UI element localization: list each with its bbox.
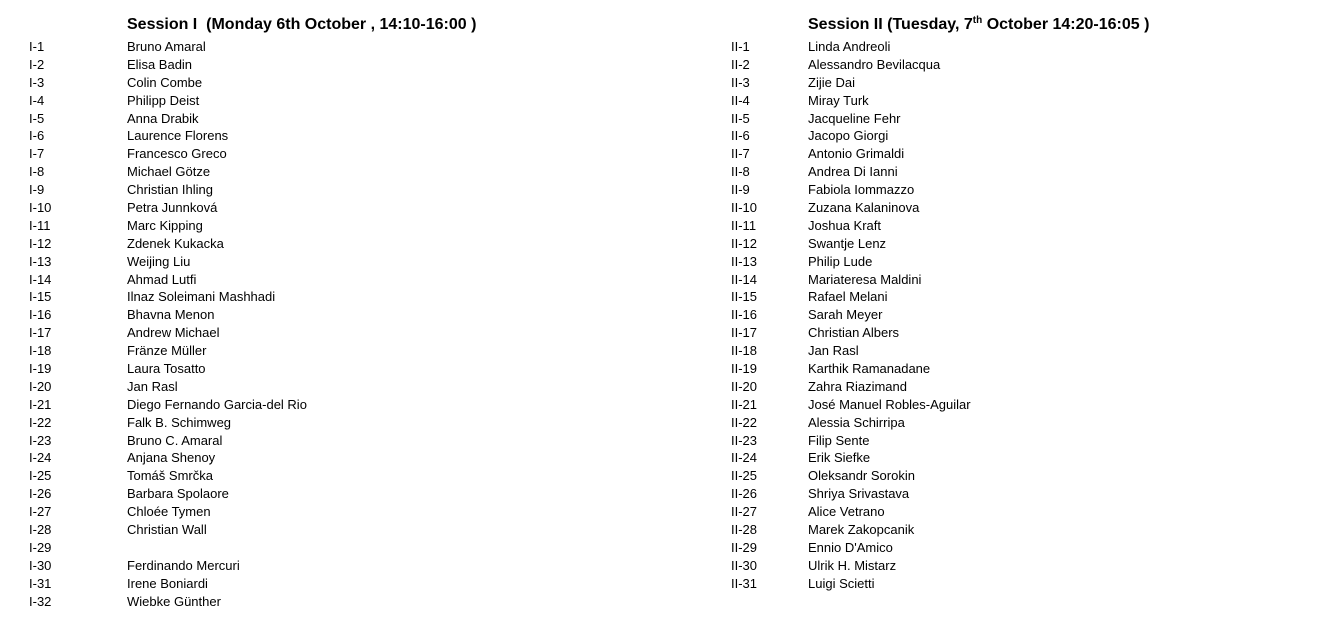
presenter-name: Jacopo Giorgi [808, 128, 889, 144]
poster-code: II-14 [731, 271, 758, 287]
poster-code: II-19 [731, 361, 758, 377]
list-item [29, 235, 679, 253]
presenter-name: Swantje Lenz [808, 235, 887, 251]
list-item [29, 288, 679, 306]
list-item [731, 181, 1291, 199]
presenter-name: Christian Albers [808, 325, 900, 341]
poster-code: I-21 [29, 396, 52, 412]
poster-code: II-25 [731, 468, 758, 484]
presenter-name: Jacqueline Fehr [808, 110, 901, 126]
presenter-name: Falk B. Schimweg [127, 414, 232, 430]
list-item [29, 324, 679, 342]
presenter-name: Rafael Melani [808, 289, 888, 305]
list-item [731, 539, 1291, 557]
session-1-title-text: Session I (Monday 6th October , 14:10-16:00 ) [127, 16, 477, 33]
presenter-name: Andrew Michael [127, 325, 220, 341]
session-2-title [808, 14, 1291, 36]
poster-code: I-14 [29, 271, 52, 287]
poster-code: II-7 [731, 146, 750, 162]
presenter-name: Francesco Greco [127, 146, 227, 162]
list-item [29, 432, 679, 450]
presenter-name: Michael Götze [127, 164, 211, 180]
poster-code: II-4 [731, 92, 750, 108]
presenter-name: Karthik Ramanadane [808, 361, 931, 377]
list-item [29, 414, 679, 432]
list-item [731, 575, 1291, 593]
list-item [29, 163, 679, 181]
session-2-title-ordinal: th [972, 15, 983, 26]
list-item [29, 449, 679, 467]
session-2-list [731, 38, 1291, 593]
poster-code: I-1 [29, 39, 45, 54]
list-item [29, 127, 679, 145]
poster-code: I-19 [29, 361, 52, 377]
presenter-name: Antonio Grimaldi [808, 146, 905, 162]
presenter-name: Ilnaz Soleimani Mashhadi [127, 289, 276, 305]
list-item [731, 432, 1291, 450]
poster-code: II-15 [731, 289, 758, 305]
poster-code: II-30 [731, 557, 758, 573]
presenter-name: Weijing Liu [127, 253, 191, 269]
session-2-title-suffix: October 14:20-16:05 ) [982, 16, 1150, 33]
presenter-name: Marek Zakopcanik [808, 522, 915, 538]
poster-code: II-26 [731, 486, 758, 502]
presenter-name: Ahmad Lutfi [127, 271, 197, 287]
presenter-name: José Manuel Robles-Aguilar [808, 396, 971, 412]
poster-code: II-20 [731, 378, 758, 394]
presenter-name: Marc Kipping [127, 217, 203, 233]
presenter-name: Ennio D'Amico [808, 539, 893, 555]
presenter-name: Laura Tosatto [127, 361, 206, 377]
poster-code: I-24 [29, 450, 52, 466]
list-item [731, 92, 1291, 110]
presenter-name: Sarah Meyer [808, 307, 883, 323]
list-item [731, 378, 1291, 396]
presenter-name: Philipp Deist [127, 92, 200, 108]
session-1-title [127, 14, 679, 36]
poster-code: II-16 [731, 307, 758, 323]
poster-code: II-13 [731, 253, 758, 269]
presenter-name: Tomáš Smrčka [127, 468, 213, 484]
presenter-name: Elisa Badin [127, 56, 193, 72]
list-item [731, 145, 1291, 163]
presenter-name: Zijie Dai [808, 74, 855, 90]
list-item [29, 56, 679, 74]
presenter-name: Andrea Di Ianni [808, 164, 898, 180]
presenter-name: Christian Ihling [127, 182, 213, 198]
presenter-name: Shriya Srivastava [808, 486, 910, 502]
list-item [29, 92, 679, 110]
presenter-name: Alessia Schirripa [808, 414, 905, 430]
poster-code: II-1 [731, 39, 750, 54]
list-item [29, 145, 679, 163]
presenter-name: Alice Vetrano [808, 504, 885, 520]
list-item [731, 360, 1291, 378]
poster-code: I-17 [29, 325, 52, 341]
poster-code: II-8 [731, 164, 750, 180]
list-item [29, 342, 679, 360]
poster-code: I-31 [29, 575, 52, 591]
list-item [731, 342, 1291, 360]
poster-code: I-18 [29, 343, 52, 359]
list-item [29, 521, 679, 539]
list-item [731, 56, 1291, 74]
poster-code: II-21 [731, 396, 758, 412]
list-item [29, 485, 679, 503]
list-item [731, 199, 1291, 217]
presenter-name: Bruno Amaral [127, 39, 206, 54]
session-1-column [29, 14, 679, 611]
session-2-column [731, 14, 1291, 593]
poster-code: I-10 [29, 200, 52, 216]
session-2-title-prefix: Session II (Tuesday, 7 [808, 16, 973, 33]
list-item [731, 253, 1291, 271]
poster-code: I-7 [29, 146, 45, 162]
list-item [731, 521, 1291, 539]
poster-code: II-3 [731, 74, 750, 90]
poster-code: I-6 [29, 128, 45, 144]
poster-code: I-8 [29, 164, 45, 180]
list-item [731, 235, 1291, 253]
presenter-name: Petra Junnková [127, 200, 218, 216]
presenter-name: Mariateresa Maldini [808, 271, 922, 287]
poster-code: II-6 [731, 128, 750, 144]
list-item [731, 449, 1291, 467]
poster-code: II-31 [731, 575, 758, 591]
list-item [29, 38, 679, 56]
presenter-name: Filip Sente [808, 432, 870, 448]
list-item [731, 503, 1291, 521]
list-item [29, 199, 679, 217]
list-item [731, 485, 1291, 503]
list-item [29, 593, 679, 611]
presenter-name: Oleksandr Sorokin [808, 468, 915, 484]
list-item [29, 271, 679, 289]
poster-code: I-22 [29, 414, 52, 430]
poster-code: II-11 [731, 217, 757, 233]
presenter-name: Bhavna Menon [127, 307, 215, 323]
presenter-name: Erik Siefke [808, 450, 871, 466]
poster-code: I-13 [29, 253, 52, 269]
session-1-list [29, 38, 679, 611]
list-item [731, 324, 1291, 342]
poster-code: II-29 [731, 539, 758, 555]
poster-code: II-5 [731, 110, 750, 126]
presenter-name: Ulrik H. Mistarz [808, 557, 897, 573]
presenter-name: Anjana Shenoy [127, 450, 216, 466]
list-item [731, 217, 1291, 235]
list-item [29, 110, 679, 128]
list-item [731, 396, 1291, 414]
poster-code: I-26 [29, 486, 52, 502]
poster-code: II-10 [731, 200, 758, 216]
list-item [731, 557, 1291, 575]
poster-code: I-23 [29, 432, 52, 448]
list-item [29, 74, 679, 92]
presenter-name: Colin Combe [127, 74, 203, 90]
poster-code: I-29 [29, 539, 52, 555]
presenter-name: Zuzana Kalaninova [808, 200, 920, 216]
poster-code: II-12 [731, 235, 758, 251]
presenter-name: Miray Turk [808, 92, 869, 108]
presenter-name: Joshua Kraft [808, 217, 881, 233]
list-item [731, 74, 1291, 92]
poster-code: I-30 [29, 557, 52, 573]
presenter-name: Ferdinando Mercuri [127, 557, 240, 573]
poster-code: II-28 [731, 522, 758, 538]
presenter-name: Luigi Scietti [808, 575, 875, 591]
list-item [29, 503, 679, 521]
poster-code: I-5 [29, 110, 45, 126]
poster-code: I-27 [29, 504, 52, 520]
list-item [29, 378, 679, 396]
presenter-name: Chloée Tymen [127, 504, 211, 520]
poster-code: II-18 [731, 343, 758, 359]
presenter-name: Zdenek Kukacka [127, 235, 224, 251]
list-item [29, 181, 679, 199]
presenter-name: Jan Rasl [127, 378, 178, 394]
poster-code: II-23 [731, 432, 758, 448]
list-item [29, 306, 679, 324]
poster-code: II-9 [731, 182, 750, 198]
list-item [731, 414, 1291, 432]
poster-code: II-27 [731, 504, 758, 520]
presenter-name: Anna Drabik [127, 110, 199, 126]
presenter-name: Jan Rasl [808, 343, 859, 359]
poster-code: II-17 [731, 325, 758, 341]
presenter-name: Zahra Riazimand [808, 378, 907, 394]
list-item [29, 557, 679, 575]
poster-code: I-25 [29, 468, 52, 484]
list-item [29, 253, 679, 271]
list-item [731, 38, 1291, 56]
list-item [29, 539, 679, 557]
list-item [29, 467, 679, 485]
presenter-name: Laurence Florens [127, 128, 229, 144]
poster-code: II-22 [731, 414, 758, 430]
list-item [29, 360, 679, 378]
list-item [731, 288, 1291, 306]
list-item [29, 575, 679, 593]
presenter-name: Alessandro Bevilacqua [808, 56, 941, 72]
list-item [29, 217, 679, 235]
poster-code: I-4 [29, 92, 45, 108]
presenter-name: Diego Fernando Garcia-del Rio [127, 396, 307, 412]
presenter-name: Irene Boniardi [127, 575, 208, 591]
presenter-name: Wiebke Günther [127, 593, 221, 609]
poster-code: II-24 [731, 450, 758, 466]
poster-code: I-32 [29, 593, 52, 609]
list-item [731, 127, 1291, 145]
poster-code: I-3 [29, 74, 45, 90]
poster-code: I-15 [29, 289, 52, 305]
list-item [29, 396, 679, 414]
poster-code: I-16 [29, 307, 52, 323]
poster-code: I-20 [29, 378, 52, 394]
presenter-name: Fränze Müller [127, 343, 207, 359]
poster-code: I-2 [29, 56, 45, 72]
presenter-name: Linda Andreoli [808, 39, 891, 54]
presenter-name: Philip Lude [808, 253, 873, 269]
poster-code: I-28 [29, 522, 52, 538]
list-item [731, 467, 1291, 485]
presenter-name: Fabiola Iommazzo [808, 182, 915, 198]
list-item [731, 306, 1291, 324]
poster-code: I-9 [29, 182, 45, 198]
list-item [731, 271, 1291, 289]
presenter-name: Bruno C. Amaral [127, 432, 223, 448]
poster-code: II-2 [731, 56, 750, 72]
presenter-name: Barbara Spolaore [127, 486, 229, 502]
list-item [731, 163, 1291, 181]
presenter-name: Christian Wall [127, 522, 207, 538]
list-item [731, 110, 1291, 128]
poster-code: I-12 [29, 235, 52, 251]
poster-code: I-11 [29, 217, 51, 233]
